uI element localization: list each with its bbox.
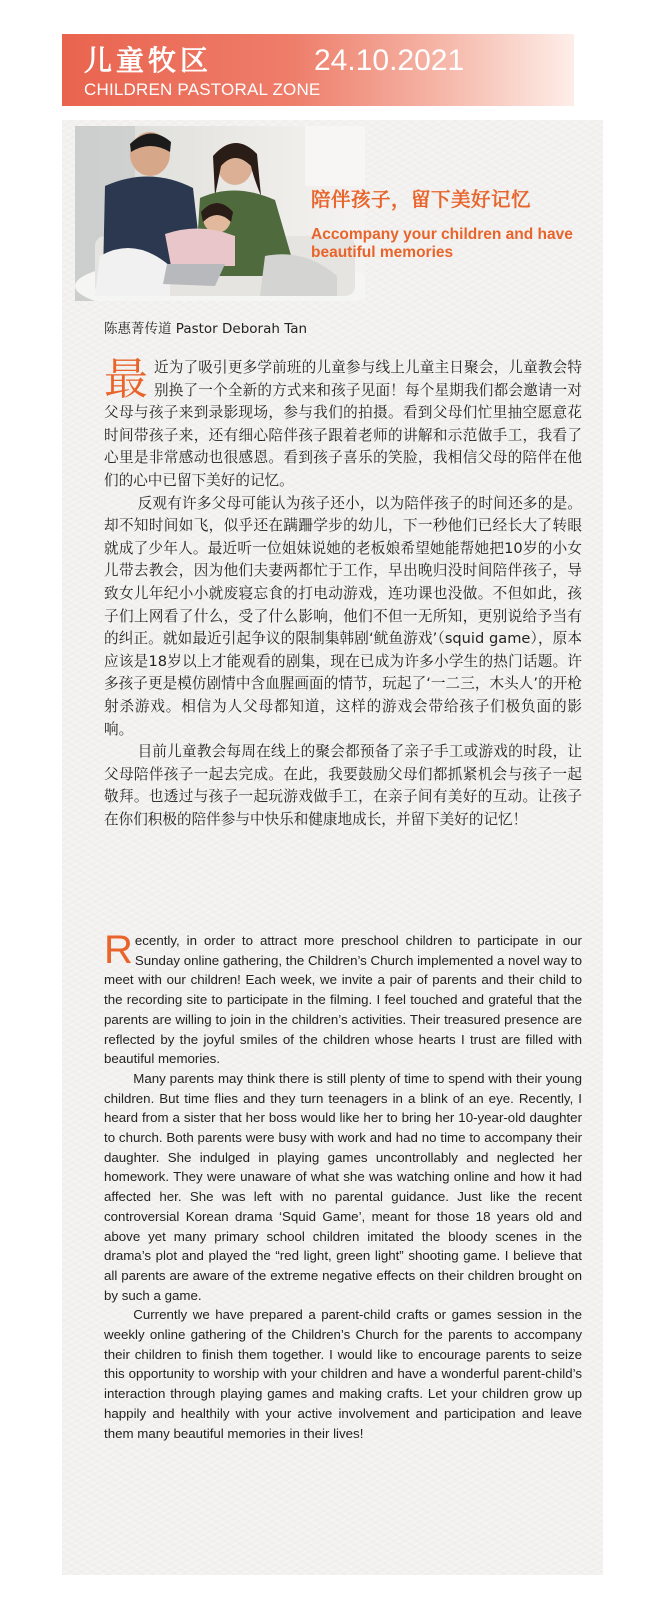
article-body-zh xyxy=(104,354,582,831)
author-byline: 陈惠菁传道 Pastor Deborah Tan xyxy=(104,321,308,337)
paragraph-en-3: Currently we have prepared a parent-child crafts or games session in the weekly online gathering of the Children’s Church for the parents to accompany their children to finish them together. I would like to encourage parents to seize this opportunity to worship with your children and have a wonderful parent-child’s interaction through playing games and making crafts. Let your children grow up happily and healthily with your active involvement and participation and leave them many beautiful memories in their lives! xyxy=(104,1307,582,1441)
paragraph-en-1 xyxy=(104,928,582,1069)
family-photo xyxy=(75,126,365,301)
article-body-en xyxy=(104,928,582,1443)
section-title-en: CHILDREN PASTORAL ZONE xyxy=(84,80,321,99)
section-title-zh: 儿童牧区 xyxy=(84,44,213,77)
article-title-zh: 陪伴孩子，留下美好记忆 xyxy=(311,188,532,211)
paragraph-zh-3: 目前儿童教会每周在线上的聚会都预备了亲子手工或游戏的时段，让父母陪伴孩子一起去完成。在此，我要鼓励父母们都抓紧机会与孩子一起敬拜。也透过与孩子一起玩游戏做手工，在亲子间有美好的互动。让孩子在你们积极的陪伴参与中快乐和健康地成长，并留下美好的记忆！ xyxy=(104,743,582,828)
header-banner xyxy=(62,34,574,106)
article-title-en: Accompany your children and have beautiful memories xyxy=(311,226,573,261)
paragraph-en-2: Many parents may think there is still plenty of time to spend with their young children. But time flies and they turn teenagers in a blink of an eye. Recently, I heard from a sister that her boss would like her to bring her 10-year-old daughter to church. Both parents were busy with work and had no time to accompany their daughter. She indulged in playing games uncontrollably and neglected her homework. They were unaware of what she was watching online and how it had affected her. She was left with no parental guidance. Just like the recent controversial Korean drama ‘Squid Game’, meant for those 18 years old and above yet many primary school children imitated the bloody scenes in the drama’s plot and played the “red light, green light” shooting game. I believe that all parents are aware of the extreme negative effects on their children brought on by such a game. xyxy=(104,1070,582,1303)
drop-cap-en: R xyxy=(104,928,133,972)
paragraph-zh-1 xyxy=(104,354,582,493)
paragraph-zh-2: 反观有许多父母可能认为孩子还小，以为陪伴孩子的时间还多的是。却不知时间如飞，似乎还在蹒跚学步的幼儿，下一秒他们已经长大了转眼就成了少年人。最近听一位姐妹说她的老板娘希望她能帮她把10岁的小女儿带去教会，因为他们夫妻两都忙于工作，早出晚归没时间陪伴孩子，导致女儿年纪小小就废寝忘食的打电动游戏，连功课也没做。不但如此，孩子们上网看了什么，受了什么影响，他们不但一无所知，更别说给予当有的纠正。就如最近引起争议的限制集韩剧‘鱿鱼游戏’（squid game），原本应该是18岁以上才能观看的剧集，现在已成为许多小学生的热门话题。许多孩子更是模仿剧情中含血腥画面的情节，玩起了‘一二三，木头人’的开枪射杀游戏。相信为人父母都知道，这样的游戏会带给孩子们极负面的影响。 xyxy=(104,494,582,738)
paragraph-zh-1-text: 近为了吸引更多学前班的儿童参与线上儿童主日聚会，儿童教会特别换了一个全新的方式来和孩子见面！每个星期我们都会邀请一对父母与孩子来到录影现场，参与我们的拍摄。看到父母们忙里抽空愿意花时间带孩子来，还有细心陪伴孩子跟着老师的讲解和示范做手工，我看了心里是非常感动也很感恩。看到孩子喜乐的笑脸，我相信父母的陪伴在他们的心中已留下美好的记忆。 xyxy=(104,359,582,489)
paragraph-en-1-text: ecently, in order to attract more preschool children to participate in our Sunday online gathering, the Children’s Church implemented a novel way to meet with our children! Each week, we invite a pair of parents and their child to the recording site to participate in the filming. I feel touched and grateful that the parents are willing to join in the children’s activities. Their treasured presence are reflected by the joyful smiles of the children whose hearts I trust are filled with beautiful memories. xyxy=(104,933,582,1067)
issue-date: 24.10.2021 xyxy=(314,44,465,77)
drop-cap-zh: 最 xyxy=(104,354,148,405)
